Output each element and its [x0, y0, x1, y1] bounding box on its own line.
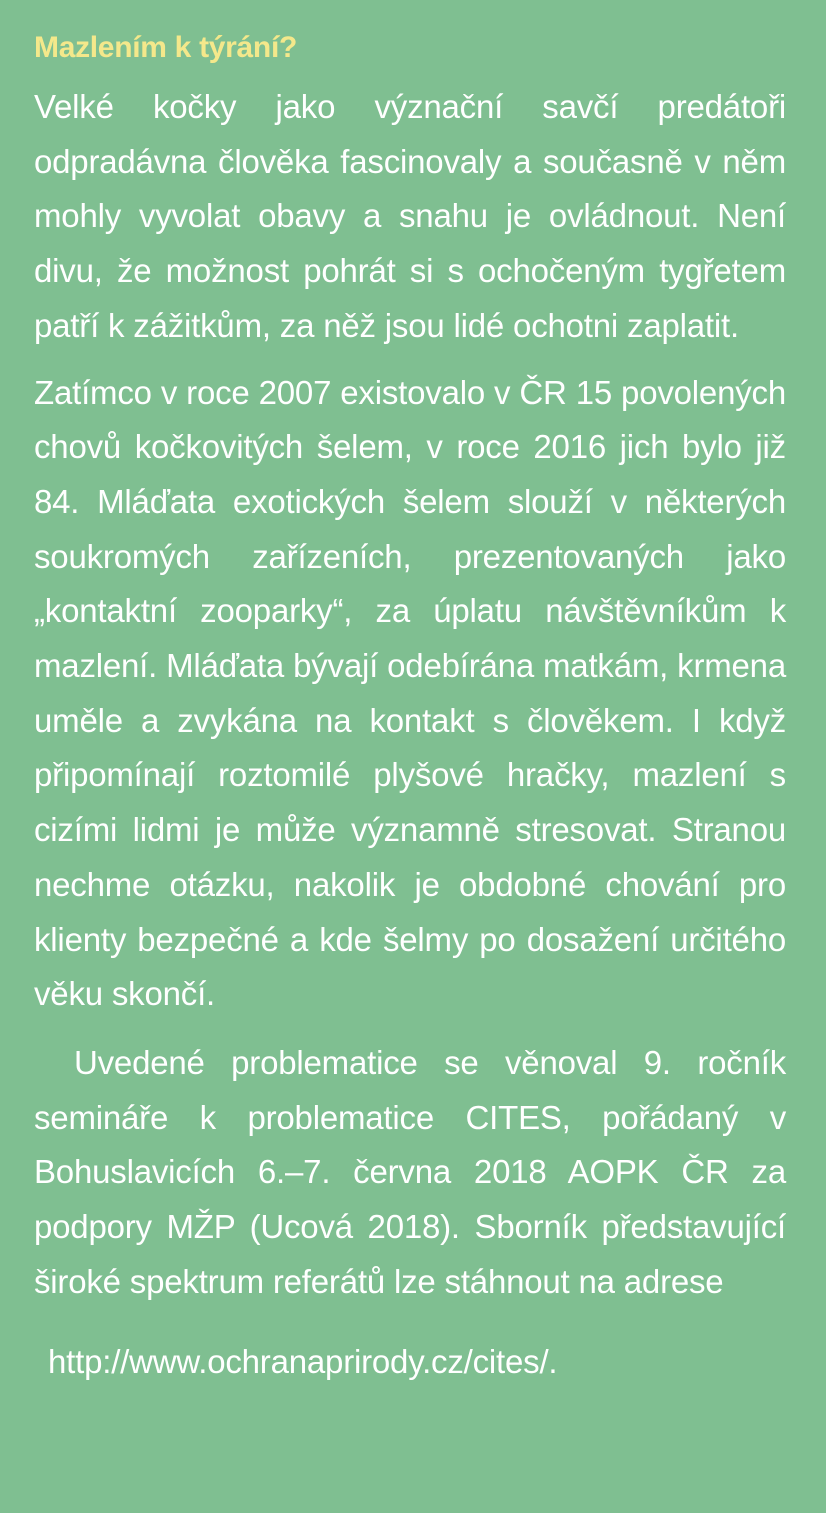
paragraph-intro: Velké kočky jako význační savčí predátoři odpradávna člověka fascinovaly a současně v něm mohly vyvolat obavy a snahu je ovládnout. Není divu, že možnost pohrát si s ochočeným tygřetem patří k zážitkům, za něž jsou lidé ochotni zaplatit.: [34, 88, 786, 344]
paragraph-statistics: Zatímco v roce 2007 existovalo v ČR 15 povolených chovů kočkovitých šelem, v roce 2016 jich bylo již 84. Mláďata exotických šelem slouží v některých soukromých zařízeních, prezentovaných jako „kontaktní zooparky“, za úplatu návštěvníkům k mazlení. Mláďata bývají odebírána matkám, krmena uměle a zvykána na kontakt s člověkem. I když připomínají roztomilé plyšové hračky, mazlení s cizími lidmi je může významně stresovat. Stranou nechme otázku, nakolik je obdobné chování pro klienty bezpečné a kde šelmy po dosažení určitého věku skončí.: [34, 373, 786, 1013]
paragraph-seminar: Uvedené problematice se věnoval 9. ročník semináře k problematice CITES, pořádaný v Bohuslavicích 6.–7. června 2018 AOPK ČR za podpory MŽP (Ucová 2018). Sborník představující široké spektrum referátů lze stáhnout na adrese: [34, 1043, 786, 1300]
box-title: Mazlením k týrání?: [34, 31, 298, 64]
download-link[interactable]: http://www.ochranaprirody.cz/cites/.: [48, 1343, 558, 1381]
